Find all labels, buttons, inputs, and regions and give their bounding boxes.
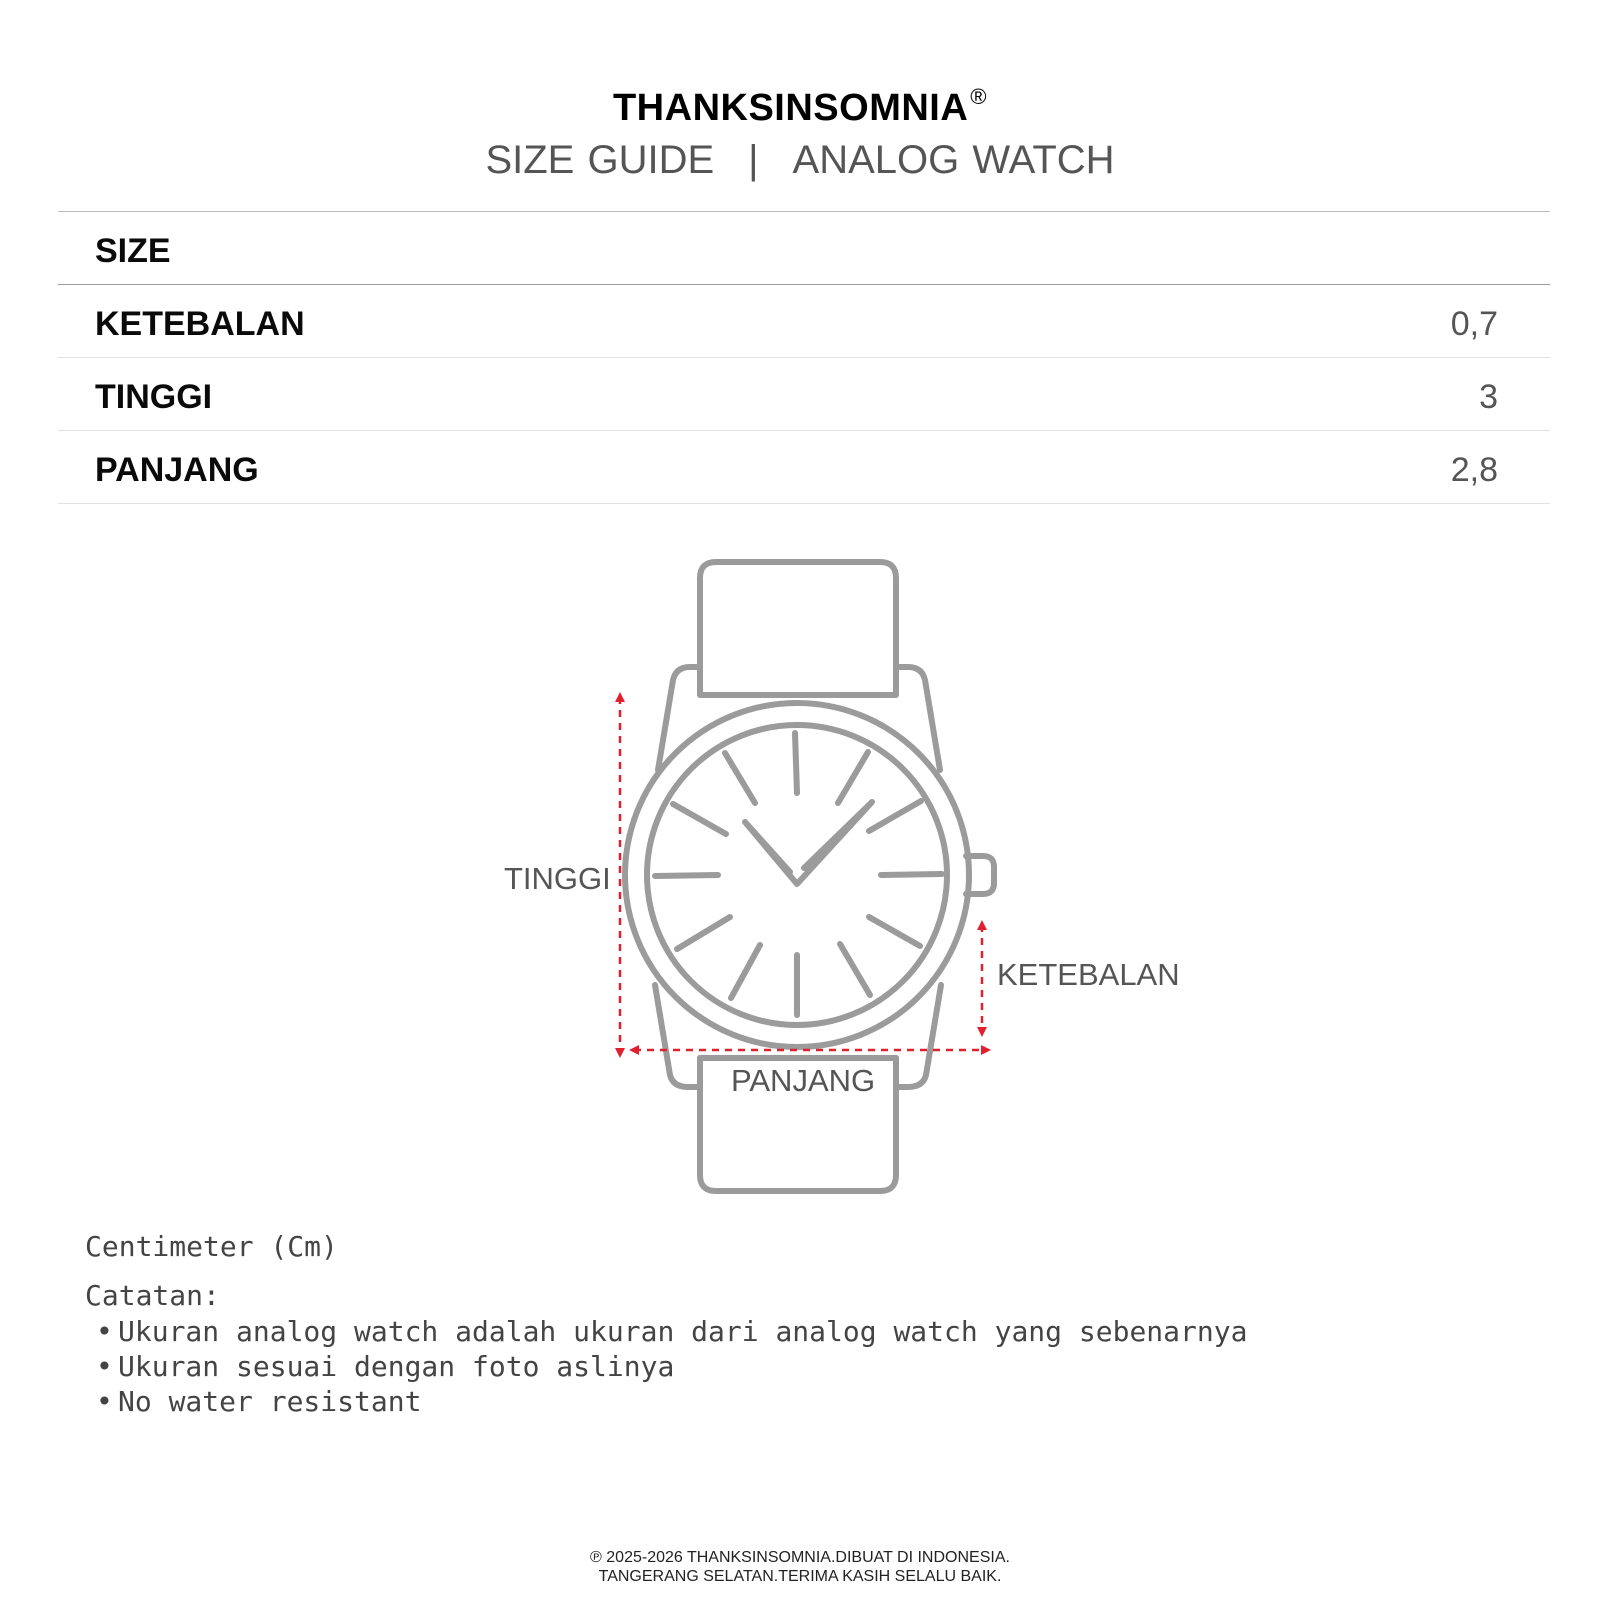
registered-mark: ® [970,84,988,109]
subtitle-analog-watch: ANALOG WATCH [792,138,1115,182]
diagram-label-tinggi: TINGGI [504,861,611,896]
bullet: • [96,1350,113,1383]
notes-list [96,1314,1247,1419]
bullet: • [96,1315,113,1348]
unit-note: Centimeter (Cm) [85,1230,338,1263]
list-item [96,1314,1247,1349]
brand-name: THANKSINSOMNIA [612,87,969,129]
notes-title: Catatan: [85,1279,220,1312]
row-label: PANJANG [95,451,259,489]
top-strap [700,562,896,695]
row-value: 0,7 [1450,305,1498,343]
list-item [96,1349,1247,1384]
hour-markers [655,733,942,1015]
note-text: No water resistant [118,1385,422,1418]
diagram-label-ketebalan: KETEBALAN [997,957,1180,992]
size-header-label: SIZE [95,232,171,270]
footer-line-2: TANGERANG SELATAN.TERIMA KASIH SELALU BAIK. [598,1568,1002,1585]
note-text: Ukuran sesuai dengan foto aslinya [118,1350,675,1383]
list-item [96,1384,1247,1419]
row-label: KETEBALAN [95,305,305,343]
diagram-label-panjang: PANJANG [731,1063,876,1098]
row-value: 2,8 [1450,451,1498,489]
lug-left [658,667,700,770]
watch-hands [745,802,872,884]
note-text: Ukuran analog watch adalah ukuran dari analog watch yang sebenarnya [118,1315,1248,1348]
footer-line-1: ℗ 2025-2026 THANKSINSOMNIA.DIBUAT DI INDONESIA. [590,1549,1010,1566]
footer [0,1548,1600,1586]
row-value: 3 [1479,378,1498,416]
row-label: TINGGI [95,378,213,416]
subtitle-separator: | [748,138,759,182]
subtitle-size-guide: SIZE GUIDE [485,138,715,182]
bullet: • [96,1385,113,1418]
